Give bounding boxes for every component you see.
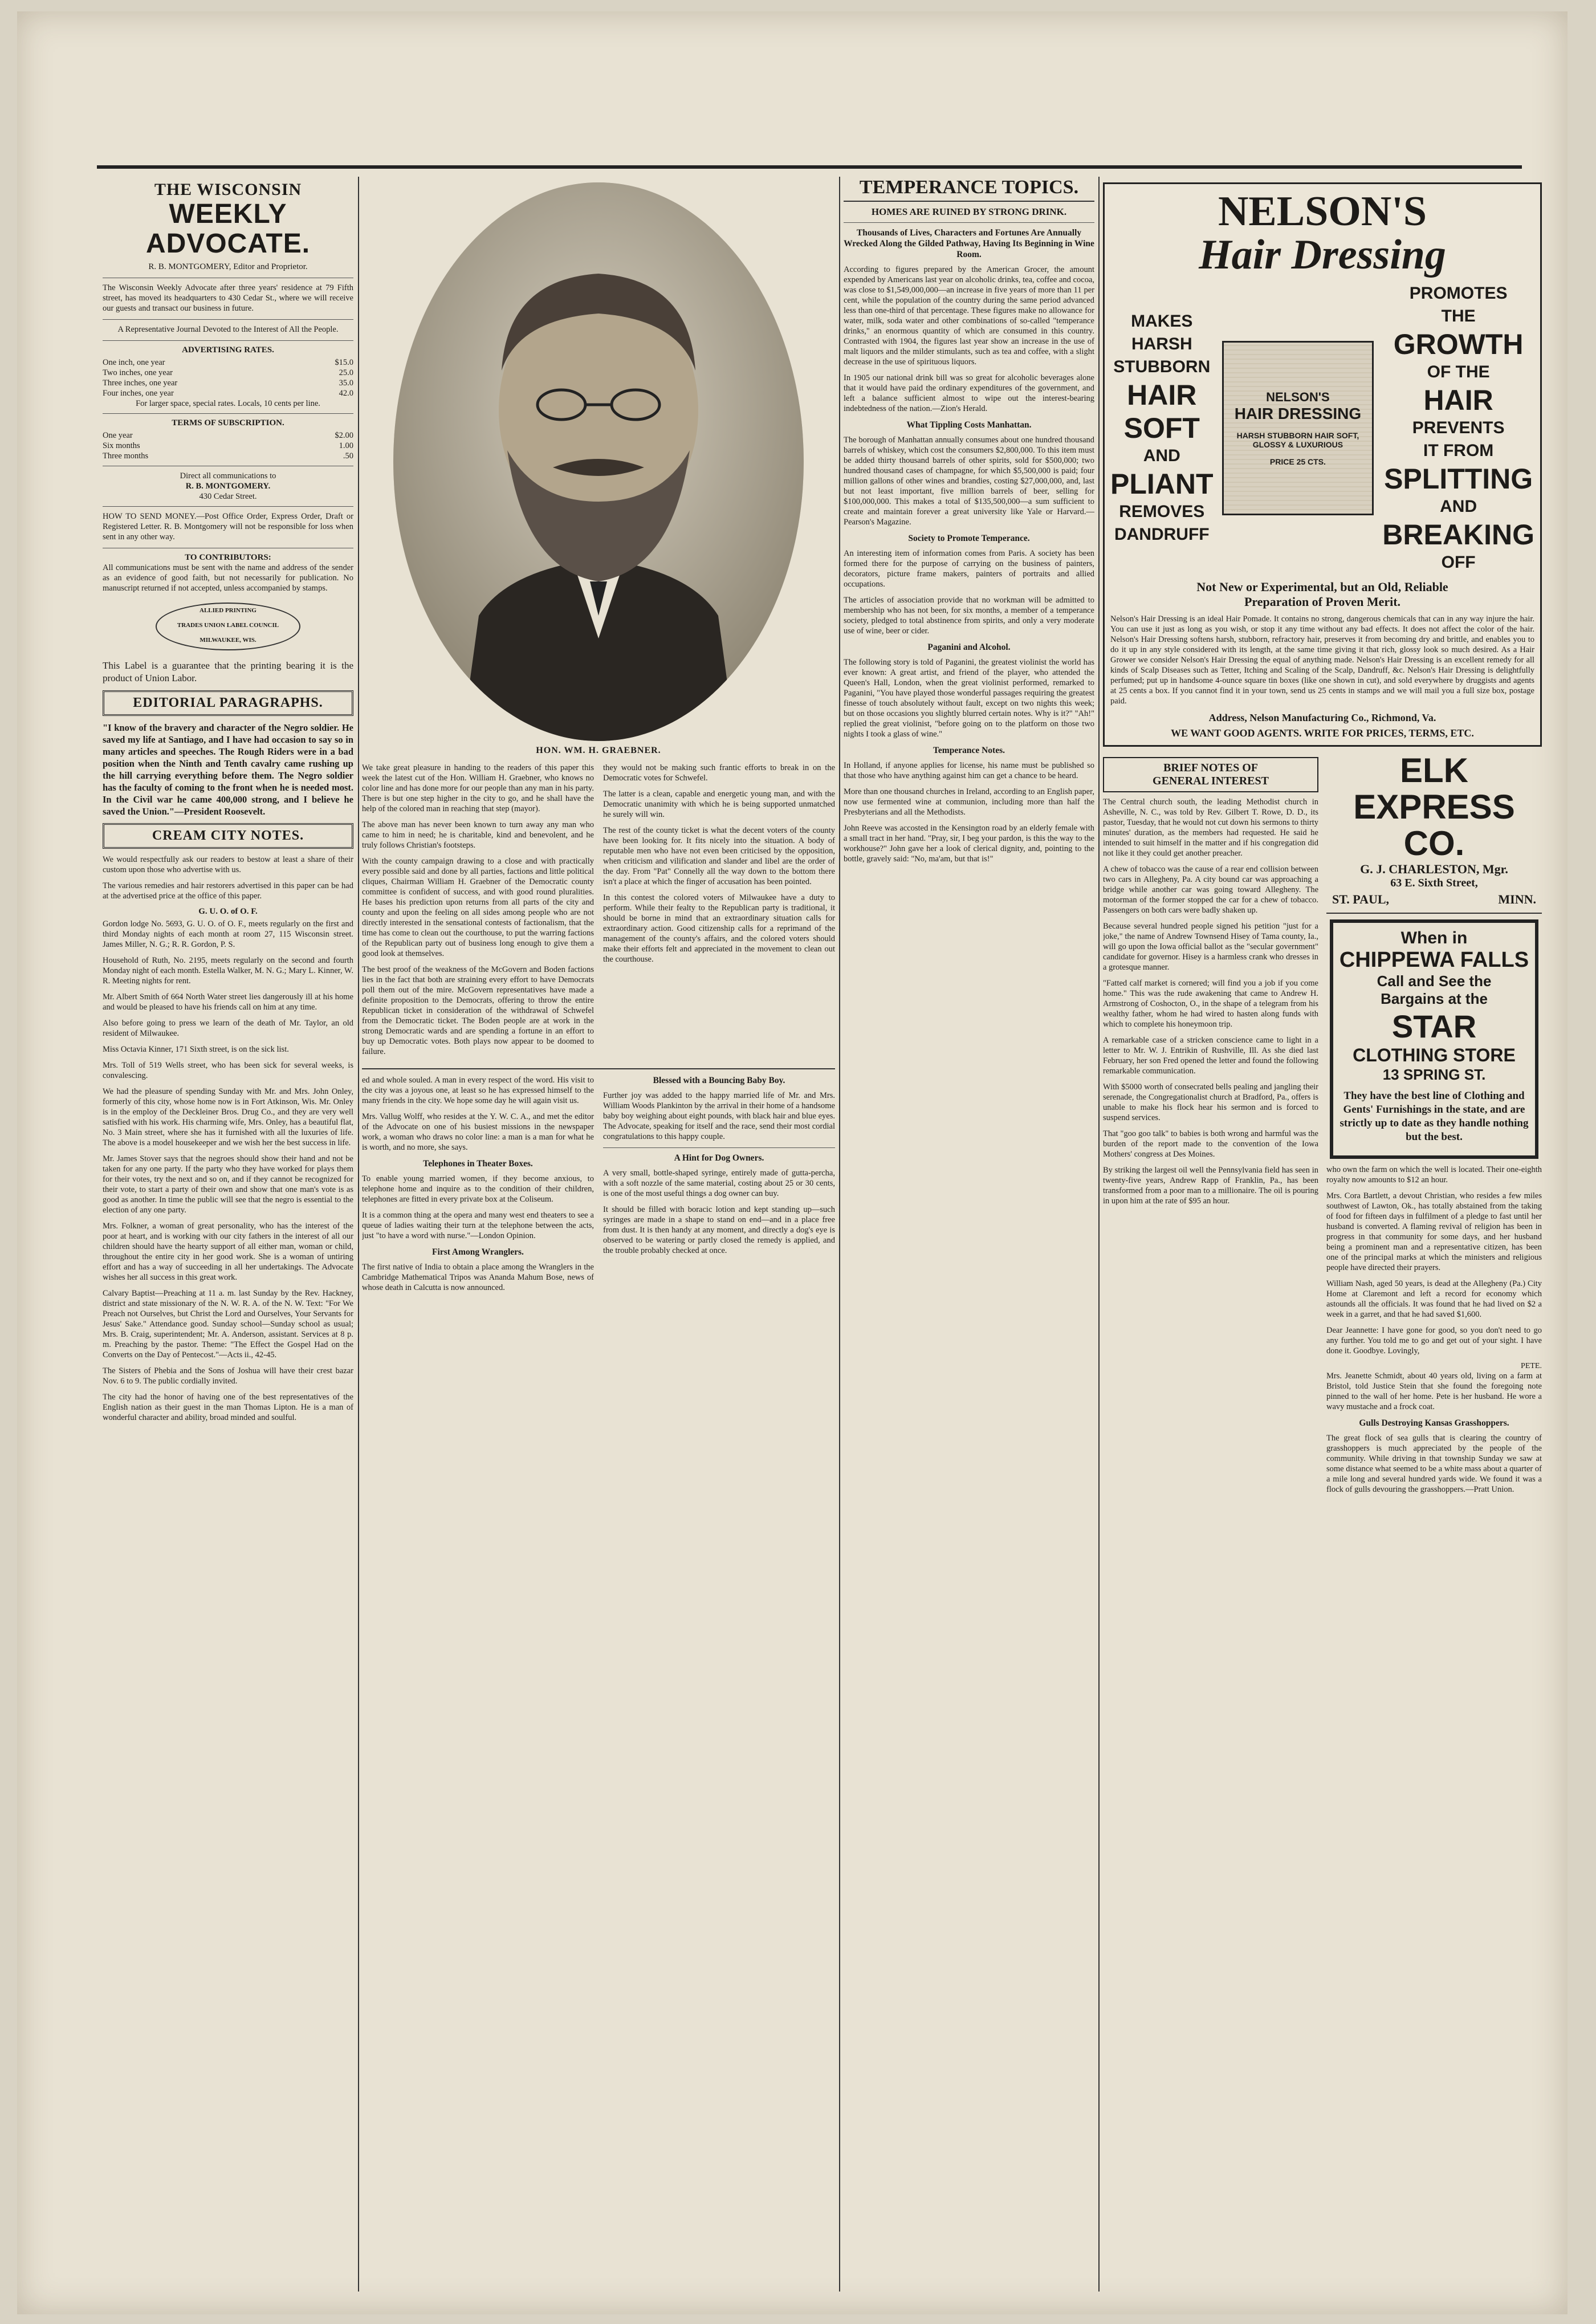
misc-p: Dear Jeannette: I have gone for good, so you don't need to go any further. You told me to go and get out of your sight. I have done it. Goodbye. Lovingly, bbox=[1326, 1326, 1542, 1356]
brief-p: Because several hundred people signed his petition "just for a joke," the name of Andrew Townsend Hisey of Tama county, Ia., will go upon the Iowa official ballot as the "secular government" candidate for governor. Hisey is a harmless crank who dresses in a grotesque manner. bbox=[1103, 922, 1318, 972]
divider bbox=[362, 1068, 835, 1069]
brief-p: The Central church south, the leading Methodist church in Asheville, N. C., was told by Rev. Gilbert T. Rowe, D. D., its pastor, Tuesday, that he would not cut down his sermons to thirty minutes' duration, as the members had requested. He said he intended to suit himself in the matter and if his congregation did not like it they could get another preacher. bbox=[1103, 797, 1318, 858]
sub-row: Three months .50 bbox=[103, 451, 353, 461]
rate-row: Three inches, one year 35.0 bbox=[103, 378, 353, 388]
divider bbox=[844, 222, 1094, 223]
portrait-caption: HON. WM. H. GRAEBNER. bbox=[536, 746, 661, 755]
nelson-right-text: PROMOTES THE GROWTH OF THE HAIR PREVENTS IT FROM SPLITTING AND BREAKING OFF bbox=[1382, 284, 1534, 572]
article-p: It is a common thing at the opera and many west end theaters to see a queue of ladies waiting their turn at the telephone between the acts, just "to have a word with nurse."—London Opinion. bbox=[362, 1211, 594, 1240]
union-label-text: This Label is a guarantee that the printing bearing it is the product of Union Labor. bbox=[103, 660, 353, 683]
elk-city-line: ST. PAUL, MINN. bbox=[1332, 892, 1536, 906]
article-p: The following story is told of Paganini, the greatest violinist the world has ever known: A great artist, and friend of the player, who attended the Queen's Hall, London, when the great violinist performed, remarked to Paganini, "You have played those wonderful passages requiring the greatest finesse of touch absolutely without fault, except on two nights this week; but on those occasions you slightly blurred certain notes. Why is it?" "Ah!" replied the great violinist, "before going on to the platform on those two nights I took a glass of wine." bbox=[844, 658, 1094, 739]
article-p: We take great pleasure in handing to the readers of this paper this week the latest cut of the Hon. William H. Graebner, who knows no color line and has done more for our people than any man in his party. There is but one step higher in the city to go, and he shall have the help of the colored man in reaching that step (mayor). bbox=[362, 763, 594, 813]
tagline: A Representative Journal Devoted to the Interest of All the People. bbox=[117, 325, 339, 334]
article-p: A very small, bottle-shaped syringe, entirely made of gutta-percha, with a soft nozzle of the same material, costing about 25 or 30 cents, is one of the most useful things a dog owner can buy. bbox=[603, 1169, 835, 1198]
cream-p: Gordon lodge No. 5693, G. U. O. of O. F., meets regularly on the first and third Monday nights of each month at room 27, 115 Wisconsin street. James Miller, N. G.; R. R. Gordon, P. S. bbox=[103, 919, 353, 949]
direct-line: Direct all communications to bbox=[180, 471, 276, 481]
paganini-heading: Paganini and Alcohol. bbox=[927, 642, 1011, 652]
dog-heading: A Hint for Dog Owners. bbox=[674, 1153, 764, 1163]
lodge-heading: G. U. O. of O. F. bbox=[198, 907, 258, 916]
article-p: In Holland, if anyone applies for license, his name must be published so that those who have anything against him can get a chance to be heard. bbox=[844, 761, 1094, 780]
cream-p: We would respectfully ask our readers to bestow at least a share of their custom upon those who advertise with us. bbox=[103, 855, 353, 874]
cream-p: The Sisters of Phebia and the Sons of Joshua will have their crest bazar Nov. 6 to 9. The public cordially invited. bbox=[103, 1366, 353, 1386]
rate-row: One inch, one year $15.0 bbox=[103, 358, 353, 367]
article-p: The latter is a clean, capable and energetic young man, and with the Democratic unanimity with which he is being supported unmatched he surely will win. bbox=[603, 789, 835, 819]
top-rule bbox=[97, 165, 1522, 169]
letter-signature: PETE. bbox=[1521, 1362, 1542, 1370]
money-notice: HOW TO SEND MONEY.—Post Office Order, Express Order, Draft or Registered Letter. R. B. Montgomery will not be responsible for loss when sent in any other way. bbox=[103, 512, 353, 542]
portrait-photo bbox=[393, 182, 804, 741]
ads-and-misc bbox=[1326, 752, 1542, 1500]
article-p: The borough of Manhattan annually consumes about one hundred thousand barrels of whiskey, which cost the consumers $2,800,000. To this item must be added thirty thousand barrels of other spirits, sold for $500,000; two hundred thousand cases of champagne, for which $5,500,000 is paid; four million gallons of other wines and brandies, costing $27,000,000, and, last but not least important, five million barrels of beer, selling for $100,000,000. This makes a total of $135,500,000—a sum sufficient to create and maintain forever a great university like Yale or Harvard.—Pearson's Magazine. bbox=[844, 436, 1094, 527]
brief-p: With $5000 worth of consecrated bells pealing and jangling their serenade, the Congregationalist church at Bradford, Pa., offers is unable to make his flock hear his sermon and is forced to suspend services. bbox=[1103, 1082, 1318, 1122]
article-p: In this contest the colored voters of Milwaukee have a duty to perform. While their fealty to the Republican party is traditional, it should be borne in mind that an extraordinary situation calls for extraordinary action. Good citizenship calls for a reprimand of the management of the county's affairs, and the colored voters should make their efforts felt and appreciated in the movement to clean out the courthouse. bbox=[603, 893, 835, 964]
brief-notes bbox=[1103, 752, 1318, 1500]
cream-p: The various remedies and hair restorers advertised in this paper can be had at the advertised price at the office of this paper. bbox=[103, 881, 353, 901]
column-1 bbox=[103, 177, 353, 2292]
divider bbox=[103, 340, 353, 341]
brief-p: By striking the largest oil well the Pennsylvania field has seen in twenty-five years, Andrew Rapp of Franklin, Pa., has been transformed from a poor man to a millionaire. The oil is pouring in upon him at the rate of $95 an hour. bbox=[1103, 1166, 1318, 1206]
divider bbox=[1326, 913, 1542, 914]
column-rule bbox=[358, 177, 359, 2292]
rates-title: ADVERTISING RATES. bbox=[182, 345, 274, 355]
article-p: The articles of association provide that no workman will be admitted to membership who has not been, for six months, a member of a temperance society, pledged to total abstinence from spirits, and only a very moderate use of wine, beer or cider. bbox=[844, 596, 1094, 636]
elk-address: 63 E. Sixth Street, bbox=[1390, 877, 1478, 889]
move-notice: The Wisconsin Weekly Advocate after three years' residence at 79 Fifth street, has moved its headquarters to 430 Cedar St., where we will receive our guests and transact our business in future. bbox=[103, 283, 353, 313]
lower-articles bbox=[362, 1075, 835, 1299]
baby-heading: Blessed with a Bouncing Baby Boy. bbox=[653, 1076, 785, 1085]
column-rule bbox=[1098, 177, 1100, 2292]
brief-p: "Fatted calf market is cornered; will find you a job if you come home." This was the rude awakening that came to Andrew H. Armstrong of Coshocton, O., in the shape of a telegram from his wealthy father, whom he had wired to hasten along funds with which to complete his honeymoon trip. bbox=[1103, 979, 1318, 1029]
nelson-tagline-2: Preparation of Proven Merit. bbox=[1244, 595, 1401, 609]
rate-row: Two inches, one year 25.0 bbox=[103, 368, 353, 377]
nelson-panel bbox=[1110, 282, 1534, 574]
nelson-ad bbox=[1103, 182, 1542, 747]
article-p: To enable young married women, if they become anxious, to telephone home and inquire as to the condition of their children, telephones are fitted in every private box at the Coliseum. bbox=[362, 1174, 594, 1204]
article-p: An interesting item of information comes from Paris. A society has been formed there for the purpose of carrying on the business of painters, decorators, picture frame makers, painters of portraits and allied occupations. bbox=[844, 549, 1094, 589]
wranglers-heading: First Among Wranglers. bbox=[432, 1247, 524, 1257]
article-p: Further joy was added to the happy married life of Mr. and Mrs. William Woods Plankinton by the arrival in their home of a handsome baby boy weighing about eight pounds, with black hair and blue eyes. The Advocate, speaking for itself and the race, send their most cordial congratulations to this happy couple. bbox=[603, 1091, 835, 1141]
column-4 bbox=[1103, 177, 1542, 2292]
article-p: In 1905 our national drink bill was so great for alcoholic beverages alone that it would have paid the ordinary expenditures of the government, and left a balance sufficient almost to wipe out the interest-bearing indebtedness of the nation.—Zion's Herald. bbox=[844, 373, 1094, 413]
temperance-notes-heading: Temperance Notes. bbox=[933, 746, 1005, 755]
cream-p: Mr. Albert Smith of 664 North Water street lies dangerously ill at his home and would be pleased to have his friends call on him at any time. bbox=[103, 992, 353, 1012]
article-p: The first native of India to obtain a place among the Wranglers in the Cambridge Mathematical Tripos was Ananda Mahum Bose, news of whose death in Calcutta is now announced. bbox=[362, 1263, 594, 1292]
misc-p: Mrs. Jeanette Schmidt, about 40 years old, living on a farm at Bristol, told Justice Stein that she found the foregoing note pinned to the wall of her home. Pete is her husband. He wore a wavy mustache and a frock coat. bbox=[1326, 1371, 1542, 1411]
tippling-heading: What Tippling Costs Manhattan. bbox=[906, 420, 1032, 430]
cream-p: The city had the honor of having one of the best representatives of the English nation as their guest in the man Thomas Lipton. He is a man of wonderful character and ability, broad minded and soulful. bbox=[103, 1393, 353, 1422]
misc-p: who own the farm on which the well is located. Their one-eighth royalty now amounts to $12 an hour. bbox=[1326, 1165, 1542, 1185]
subscription-title: TERMS OF SUBSCRIPTION. bbox=[172, 418, 284, 428]
temperance-heading: TEMPERANCE TOPICS. bbox=[844, 177, 1094, 202]
nelson-left-text: MAKES HARSH STUBBORN HAIR SOFT AND PLIANT REMOVES DANDRUFF bbox=[1110, 312, 1214, 544]
article-p: ed and whole souled. A man in every respect of the word. His visit to the city was a joyous one, at least so he has expressed himself to the many friends in the city. We hope some day he will again visit us. bbox=[362, 1076, 594, 1105]
column-2 bbox=[362, 177, 835, 2292]
cream-p: Household of Ruth, No. 2195, meets regularly on the second and fourth Monday night of each month. Estella Walker, M. N. G.; Mary L. Kinner, W. R. Meeting nights for rent. bbox=[103, 956, 353, 986]
newspaper-page bbox=[17, 11, 1567, 2314]
nelson-body: Nelson's Hair Dressing is an ideal Hair Pomade. It contains no strong, dangerous chemicals that can in any way injure the hair. You can use it just as long as you wish, or stop it any time without any bad effects. It does not affect the color of the hair. Nelson's Hair Dressing softens harsh, stubborn, refractory hair, preserves it from becoming dry and brittle, and enables you to do it up in any style considered with its length, at the same time giving it that rich, glossy look so much desired. As a Hair Grower we consider Nelson's Hair Dressing the equal of anything made. Nelson's Hair Dressing is an excellent remedy for all kinds of Scalp Diseases such as Tetter, Itching and Scaling of the Scalp, Dandruff, &c. Nelson's Hair Dressing is delightfully perfumed; put up in handsome 4-ounce square tin boxes (like one shown in cut), and sold everywhere by druggists and agents at 25 cents a box. If you cannot find it in your town, send us 25 cents in stamps and we will mail you a full size box, postage paid. bbox=[1110, 614, 1534, 706]
article-p: John Reeve was accosted in the Kensington road by an elderly female with a small tract in her hand. "Pray, sir, I beg your pardon, is this the way to the workhouse?" John gave her a look of clerical dignity, and, pointing to the bottle, gravely said: "No, ma'am, but that is!" bbox=[844, 824, 1094, 864]
star-clothing-ad: When in CHIPPEWA FALLS Call and See the Bargains at the STAR CLOTHING STORE 13 SPRING ST. They have the best line of Clothing and Gents' Furnishings in the state, and are strictly up to date as they handle nothing but the best. bbox=[1330, 919, 1538, 1159]
lower-column-4 bbox=[1103, 752, 1542, 1500]
article-p: they would not be making such frantic efforts to break in on the Democratic votes for Schwefel. bbox=[603, 763, 835, 783]
misc-p: The great flock of sea gulls that is clearing the country of grasshoppers is much appreciated by the people of the community. While driving in that township Sunday we saw at some distance what seemed to be a white mass about a quarter of a mile long and several hundred yards wide. We found it was a flock of gulls devouring the grasshoppers.—Pratt Union. bbox=[1326, 1434, 1542, 1494]
cream-p: Mrs. Folkner, a woman of great personality, who has the interest of the poor at heart, and is working with our city fathers in the interest of all our children should have the hearty support of all either man, woman or child, throughout the entire city in her good work. She is a woman of untiring effort and has a way of succeeding in all her undertakings. The Advocate wishes her all success in this great work. bbox=[103, 1222, 353, 1282]
graebner-article bbox=[362, 763, 835, 1063]
column-3 bbox=[844, 177, 1094, 2292]
article-p: It should be filled with boracic lotion and kept standing up—such syringes are made in a shape to stand on end—and in a place free from dust. It is then handy at any moment, and directly a dog's eye is observed to be watering or partly closed the remedy is applied, and the trouble probably checked at once. bbox=[603, 1205, 835, 1255]
cream-p: Also before going to press we learn of the death of Mr. Taylor, an old resident of Milwaukee. bbox=[103, 1019, 353, 1038]
portrait-icon bbox=[393, 182, 804, 741]
nelson-tagline-1: Not New or Experimental, but an Old, Reliable bbox=[1196, 580, 1448, 594]
cream-p: Mrs. Toll of 519 Wells street, who has been sick for several weeks, is convalescing. bbox=[103, 1061, 353, 1080]
divider bbox=[103, 413, 353, 414]
rate-note: For larger space, special rates. Locals, 10 cents per line. bbox=[136, 399, 320, 408]
elk-manager: G. J. CHARLESTON, Mgr. bbox=[1360, 862, 1508, 876]
article-p: Mrs. Vallug Wolff, who resides at the Y. W. C. A., and met the editor of the Advocate on one of his busiest missions in the newspaper work, a woman who draws no color line: a man is a man for what he is worth, and no more, she says. bbox=[362, 1112, 594, 1152]
telephones-heading: Telephones in Theater Boxes. bbox=[423, 1159, 533, 1169]
contributors-notice: All communications must be sent with the name and address of the sender as an evidence of good faith, but not necessarily for publication. No manuscript returned if not accepted, unless accompanied by stamps. bbox=[103, 563, 353, 593]
article-p: The rest of the county ticket is what the decent voters of the county have been looking for. It fits nicely into the situation. A body of reputable men who have not even been criticised by the opposition, when criticism and vilification and slander and libel are the order of the day. From "Pat" Connelly all the way down to the bottom there isn't a place at which the finger of accusation has been pointed. bbox=[603, 826, 835, 886]
article-p: More than one thousand churches in Ireland, according to an English paper, now use fermented wine at communion, including more than half the Presbyterians and all the Methodists. bbox=[844, 787, 1094, 817]
masthead-title: WEEKLY ADVOCATE. bbox=[145, 199, 311, 259]
misc-p: William Nash, aged 50 years, is dead at the Allegheny (Pa.) City Home at Claremont and left a record for economy which astounds all the officials. It was found that he had lived on $2 a week in a garret, and that he had saved $1,600. bbox=[1326, 1279, 1542, 1319]
cream-p: Miss Octavia Kinner, 171 Sixth street, is on the sick list. bbox=[103, 1045, 289, 1054]
divider bbox=[103, 506, 353, 507]
editorial-heading: EDITORIAL PARAGRAPHS. bbox=[103, 690, 353, 716]
masthead-line1: THE WISCONSIN bbox=[154, 180, 302, 199]
elk-express-title: ELK EXPRESS CO. bbox=[1353, 751, 1515, 862]
divider bbox=[103, 319, 353, 320]
sub-row: One year $2.00 bbox=[103, 431, 353, 440]
temperance-subheading: HOMES ARE RUINED BY STRONG DRINK. bbox=[871, 206, 1067, 217]
cream-p: We had the pleasure of spending Sunday with Mr. and Mrs. John Onley, formerly of this city, whose home now is in Fort Atkinson, Wis. Mr. Onley is in the employ of the Deckleiner Bros. Drug Co., and they are very well satisfied with his work. His charming wife, Mrs. Onley, has a beautiful flat, No. 3 Main street, where she has it furnished with all the luxuries of life. The above is a model housekeeper and we wish her the best success in life. bbox=[103, 1087, 353, 1147]
cream-p: Mr. James Stover says that the negroes should show their hand and not be taken for any one party. If the party who they have worked for plays them for their votes, try the next and so on, and if they cannot be recognized for their vote, to start a party of their own and show that one man's vote is as good as another. In time the public will see that the negro is essential to the election of any one party. bbox=[103, 1154, 353, 1215]
masthead-editor: R. B. MONTGOMERY, Editor and Proprietor. bbox=[148, 262, 308, 271]
divider bbox=[603, 1147, 835, 1148]
article-p: With the county campaign drawing to a close and with practically every possible said and done by all parties, factions and little political cliques, Chairman William H. Graebner of the Democratic county committee is confident of success, and with good round pluralities. He bases his prediction upon returns from all parts of the city and county and upon the feeling on all sides among people who are not directly interested in the sensational contests of factionalism, that the time has come to clean out the courthouse, to put the warring factions of the Republican party out of business long enough to give them a good look at themselves. bbox=[362, 857, 594, 958]
nelson-title-2: Hair Dressing bbox=[1199, 231, 1446, 278]
brief-p: A chew of tobacco was the cause of a rear end collision between two cars in Allegheny, Pa. A city bound car was approaching a bridge while another car was going toward Allegheny. The motorman of the former stopped the car for a chew of tobacco. Passengers on both cars were badly shaken up. bbox=[1103, 865, 1318, 915]
nelson-address: Address, Nelson Manufacturing Co., Richmond, Va. bbox=[1208, 712, 1436, 723]
sub-row: Six months 1.00 bbox=[103, 441, 353, 450]
column-rule bbox=[839, 177, 840, 2292]
temperance-deck: Thousands of Lives, Characters and Fortunes Are Annually Wrecked Along the Gilded Pathway, Having Its Beginning in Wine Room. bbox=[844, 228, 1094, 259]
union-label-icon: ALLIED PRINTING TRADES UNION LABEL COUNCIL MILWAUKEE, WIS. bbox=[156, 603, 300, 650]
direct-name: R. B. MONTGOMERY. bbox=[185, 482, 271, 491]
nelson-footer: WE WANT GOOD AGENTS. WRITE FOR PRICES, TERMS, ETC. bbox=[1171, 727, 1474, 739]
rate-row: Four inches, one year 42.0 bbox=[103, 389, 353, 398]
editorial-text: "I know of the bravery and character of the Negro soldier. He saved my life at Santiago, and I have had occasion to say so in many articles and speeches. The Rough Riders were in a bad position when the Ninth and Tenth cavalry came rushing up the hill carrying everything before them. The Negro soldier has the faculty of coming to the front when he is needed most. In the Civil war he came 400,000 strong, and I believe he saved the Union."—President Roosevelt. bbox=[103, 722, 353, 817]
article-p: The above man has never been known to turn away any man who came to him in need; he is charitable, kind and benevolent, and he truly follows Christian's footsteps. bbox=[362, 820, 594, 850]
cream-p: Calvary Baptist—Preaching at 11 a. m. last Sunday by the Rev. Hackney, district and state missionary of the N. W. R. A. of the N. W. Text: "For We Preach not Ourselves, but Christ the Lord and Ourselves, Your Servants for Jesus' Sake." Attendance good. Sunday school—Sunday school as usual; Mrs. B. Craig, superintendent; Mr. A. Anderson, assistant. Services at 8 p. m. Preaching by the pastor. Theme: "The Effect the Gospel Had on the Converts on the Day of Pentecost."—Acts ii., 42-45. bbox=[103, 1289, 353, 1360]
brief-notes-heading: BRIEF NOTES OF GENERAL INTEREST bbox=[1103, 757, 1318, 792]
contributors-title: TO CONTRIBUTORS: bbox=[185, 553, 271, 562]
misc-p: Mrs. Cora Bartlett, a devout Christian, who resides a few miles southwest of Lawton, Ok., has totally abstained from the taking of food for fifteen days in fulfilment of a pledge to fast until her husband is converted. A flaming revival of religion has been in progress in that community for some days, and her husband being a prominent man and a representative citizen, has been one of the principal marks at which the ministers and religious people have directed their prayers. bbox=[1326, 1191, 1542, 1272]
cream-city-heading: CREAM CITY NOTES. bbox=[103, 823, 353, 849]
brief-p: A remarkable case of a stricken conscience came to light in a letter to Mr. W. J. Entrikin of Rushville, Ill. As she died last February, her son Fred opened the letter and found the following remarkable communication. bbox=[1103, 1036, 1318, 1076]
nelson-title-1: NELSON'S bbox=[1218, 188, 1427, 235]
society-heading: Society to Promote Temperance. bbox=[908, 534, 1030, 543]
gulls-heading: Gulls Destroying Kansas Grasshoppers. bbox=[1359, 1418, 1509, 1428]
brief-p: That "goo goo talk" to babies is both wrong and harmful was the burden of the report made to the convention of the Iowa Mothers' congress at Des Moines. bbox=[1103, 1129, 1318, 1159]
article-p: The best proof of the weakness of the McGovern and Boden factions lies in the fact that both are straining every effort to have Democrats poll them out of the mire. McGovern representatives have made a definite proposition to the Democrats, offering to throw the entire Republican ticket in consideration of the withdrawal of Schwefel from the Democratic ticket. The Boden people are at work in the strong Democratic wards and are spending a fortune in an effort to buy up Democratic votes. Both plays now appear to be doomed to failure. bbox=[362, 965, 594, 1056]
article-p: According to figures prepared by the American Grocer, the amount expended by Americans last year on alcoholic drinks, tea, coffee and cocoa, was close to $1,549,000,000—an increase in five years of more than 11 per cent, while the population of the country during the same period advanced less than one-third of that percentage. These figures make no allowance for water, milk, soda water and other combinations of so-called "temperance drinks," an enormous quantity of which are consumed in this country. Contrasted with 1904, the figures last year show an increase in the use of malt liquors and the milder stimulants, such as tea and coffee, with a slight decrease in the use of spirituous liquors. bbox=[844, 265, 1094, 367]
advertising-rates bbox=[103, 345, 353, 502]
hair-dressing-tin-icon: NELSON'S HAIR DRESSING HARSH STUBBORN HAIR SOFT, GLOSSY & LUXURIOUS PRICE 25 CTS. bbox=[1222, 341, 1374, 515]
direct-address: 430 Cedar Street. bbox=[199, 492, 257, 501]
